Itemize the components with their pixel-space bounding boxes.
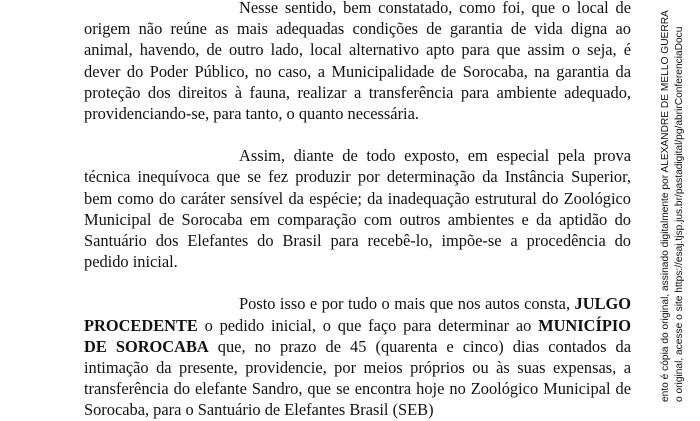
- paragraph-2: Assim, diante de todo exposto, em especial pela prova técnica inequívoca que se fez produzir por determinação da Instância Superior, bem como do caráter sensível da espécie; da inadequação estrutural do Zoológico Municipal de Sorocaba em comparação com outros ambientes e da aptidão do Santuário dos Elefantes do Brasil para recebê-lo, impõe-se a procedência do pedido inicial.: [84, 146, 631, 272]
- paragraph-3-intro: Posto isso e por tudo o mais que nos autos consta,: [239, 294, 575, 314]
- paragraph-1: Nesse sentido, bem constatado, como foi, que o local de origem não reúne as mais adequadas condições de garantia de vida digna ao animal, havendo, de outro lado, local alternativo apto para que assim o seja, é dever do Poder Público, no caso, a Municipalidade de Sorocaba, na garantia da proteção dos direitos à fauna, realizar a transferência para ambiente adequado, providenciando-se, para tanto, o quanto necessária.: [84, 0, 631, 124]
- document-body: [84, 0, 631, 421]
- paragraph-3-mid: o pedido inicial, o que faço para determinar ao: [197, 315, 539, 335]
- verdict-text: JULGO PROCEDENTE: [84, 294, 631, 335]
- defendant-name: MUNICÍPIO DE SOROCABA: [84, 315, 631, 356]
- digital-signature-stamp: [652, 0, 700, 402]
- signature-stamp-line-2: o original, acesse o site https://esaj.tjsp.jus.br/pastadigital/pg/abrirConferenciaDocu: [674, 26, 685, 402]
- paragraph-3-rest: que, no prazo de 45 (quarenta e cinco) dias contados da intimação da presente, providencie, por meios próprios ou às suas expensas, a transferência do elefante Sandro, que se encontra hoje no Zoológico Municipal de Sorocaba, para o Santuário de Elefantes Brasil (SEB): [84, 336, 632, 420]
- signature-stamp-line-1: ento é cópia do original, assinado digitalmente por ALEXANDRE DE MELLO GUERRA: [660, 10, 671, 402]
